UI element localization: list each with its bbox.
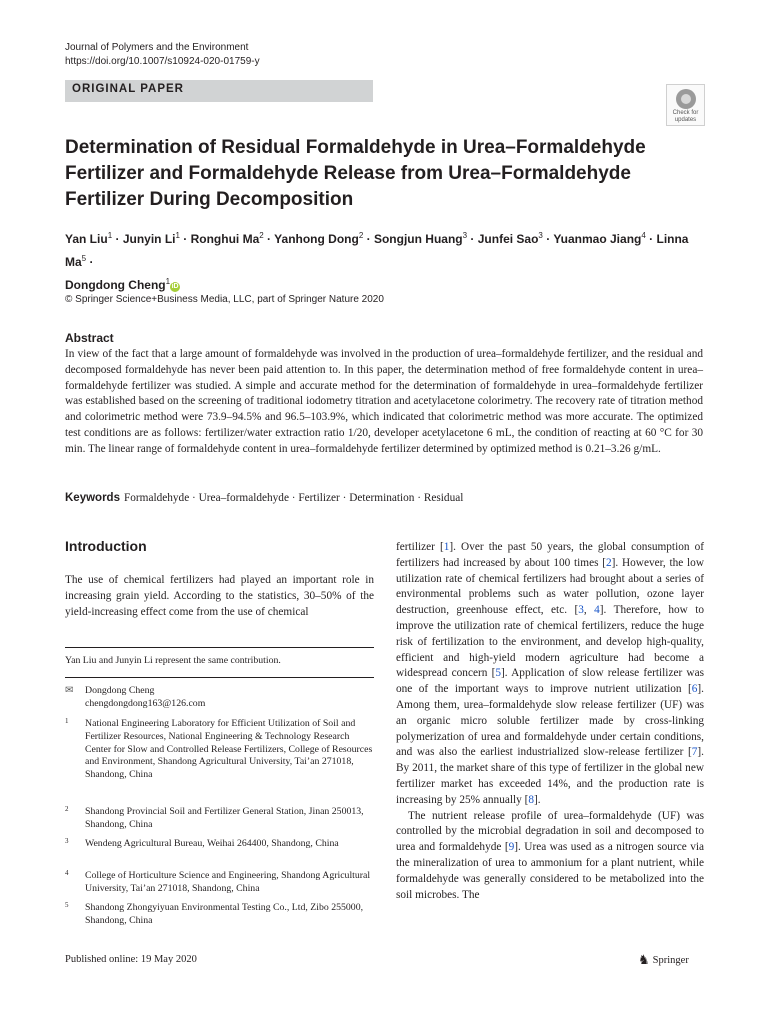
corresponding-author bbox=[65, 684, 205, 710]
affiliation: 3 Wendeng Agricultural Bureau, Weihai 264400, Shandong, China bbox=[65, 837, 339, 849]
keywords-label: Keywords bbox=[65, 492, 120, 504]
publisher-logo[interactable] bbox=[638, 952, 689, 968]
citation-link[interactable]: 3 bbox=[578, 604, 584, 617]
citation-link[interactable]: 5 bbox=[495, 667, 501, 680]
article-type-label: ORIGINAL PAPER bbox=[72, 83, 184, 95]
author[interactable]: Yanhong Dong$^2$ bbox=[274, 231, 364, 246]
citation-link[interactable]: 9 bbox=[508, 841, 515, 854]
citation-link[interactable]: 1 bbox=[443, 541, 450, 553]
keywords bbox=[65, 492, 463, 504]
citation-link[interactable]: 2 bbox=[606, 556, 612, 569]
author[interactable]: Ronghui Ma$^2$ bbox=[190, 231, 264, 246]
author[interactable]: Yan Liu$^1$ bbox=[65, 231, 113, 246]
article-title: Determination of Residual Formaldehyde in Urea–Formaldehyde Fertilizer and Formaldehyde Release from Urea–Formaldehyde Fertilizer During Decomposition bbox=[65, 137, 646, 210]
affiliation: 2 Shandong Provincial Soil and Fertilizer General Station, Jinan 250013, Shandong, China bbox=[65, 805, 364, 830]
citation-link[interactable]: 6 bbox=[691, 683, 698, 696]
author[interactable]: Linna Ma$^5$ bbox=[65, 232, 689, 269]
keywords-list: Formaldehyde · Urea–formaldehyde · Fertilizer · Determination · Residual bbox=[123, 492, 464, 504]
abstract-heading: Abstract bbox=[65, 331, 114, 345]
check-for-updates-button[interactable] bbox=[666, 84, 705, 126]
publisher-name: Springer bbox=[652, 955, 689, 966]
doi-link[interactable]: https://doi.org/10.1007/s10924-020-01759-y bbox=[65, 56, 260, 67]
citation-link[interactable]: 7 bbox=[691, 746, 698, 759]
copyright-notice: © Springer Science+Business Media, LLC, part of Springer Nature 2020 bbox=[65, 294, 384, 305]
author[interactable]: Junfei Sao$^3$ bbox=[477, 231, 543, 246]
envelope-icon: ✉ bbox=[65, 685, 74, 696]
author[interactable]: Dongdong Cheng$^1$ bbox=[65, 277, 171, 292]
check-updates-label: Check for updates bbox=[672, 110, 699, 123]
introduction-left-text: The use of chemical fertilizers had played an important role in increasing grain yield. According to the statistics, 30–50% of the yield-increasing effect come from the use of chemical bbox=[65, 574, 374, 618]
citation-link[interactable]: 8 bbox=[528, 793, 535, 806]
section-heading-introduction: Introduction bbox=[65, 538, 147, 554]
author-list: Yan Liu$^1$ · Junyin $Li^1$ · Ronghui $Ma^2$ · Yanhong Dong$^2$ · Songjun Huang$^3$ · Junfei Sao$^3$ · Yuanmao Jiang$^4$ · Linna $Ma^5$ · Dongdong Cheng$^1$iD bbox=[65, 231, 689, 292]
springer-horse-icon: ♞ bbox=[638, 952, 650, 967]
article-type-banner bbox=[65, 80, 373, 102]
crossmark-icon bbox=[676, 89, 696, 109]
footnote-divider bbox=[65, 677, 374, 678]
footnote-divider bbox=[65, 647, 374, 648]
journal-info bbox=[65, 41, 260, 69]
introduction-right-text bbox=[396, 540, 704, 903]
citation-link[interactable]: 4 bbox=[594, 604, 600, 617]
abstract-text: In view of the fact that a large amount of formaldehyde was involved in the production of urea–formaldehyde fertilizer, and the residual and decomposed formaldehyde has never been paid attention to. In this paper, the determination method of free formaldehyde content in urea–formaldehyde fertilizer was studied. A simple and accurate method for the determination of formaldehyde in urea–formaldehyde fertilizer was established based on the screening of traditional iodometry titration and acetylacetone colorimetry. The recovery rate of titration method and colorimetric method were 73.9–94.5% and 96.5–103.9%, which indicated that colorimetric method was more accurate. The optimized test conditions are as follows: fertilizer/water extraction ratio 1/20, developer acetylacetone 6 mL, the condition of reacting at 60 °C for 30 min. The linear range of formaldehyde content in urea–formaldehyde fertilizer determined by optimized method is 0.21–3.26 g/mL. bbox=[65, 348, 703, 455]
author[interactable]: Songjun Huang$^3$ bbox=[373, 231, 468, 246]
author[interactable]: Yuanmao Jiang$^4$ bbox=[553, 231, 646, 246]
affiliation: 4 College of Horticulture Science and Engineering, Shandong Agricultural University, Tai’an 271018, Shandong, China bbox=[65, 869, 371, 894]
paragraph: fertilizer [1]. Over the past 50 years, the global consumption of fertilizers had increased by about 100 times [2]. However, the low utilization rate of chemical fertilizers had brought about a series of environmental problems such as water pollution, ozone layer destruction, greenhouse effect, etc. [3, 4]. Therefore, how to improve the utilization rate of chemical fertilizers, reduce the huge risk of fertilization to the environment, and develop high-quality, efficient and high-yield modern agriculture had become a widespread concern [5]. Application of slow release fertilizer was one of the important ways to improve nutrient utilization [6]. Among them, urea–formaldehyde slow release fertilizer (UF) was an organic micro soluble fertilizer made by cross-linking polymerization of urea and formaldehyde under certain conditions, and was also the earliest industrialized slow-release fertilizer [7]. By 2011, the market share of this type of fertilizer in the global new fertilizer market has exceeded 14%, and the production rate is increasing by 25% annually [8]. bbox=[396, 541, 705, 806]
affiliation: 1 National Engineering Laboratory for Efficient Utilization of Soil and Fertilizer Resources, National Engineering & Technology Research Center for Slow and Controlled Release Fertilizers, College of Resources and Environment, Shandong Agricultural University, Tai’an 271018, Shandong, China bbox=[65, 717, 373, 781]
corresponding-email[interactable]: chengdongdong163@126.com bbox=[85, 698, 206, 709]
journal-name: Journal of Polymers and the Environment bbox=[65, 42, 249, 53]
published-date: Published online: 19 May 2020 bbox=[65, 954, 197, 965]
contribution-note: Yan Liu and Junyin Li represent the same contribution. bbox=[65, 655, 281, 666]
author[interactable]: Junyin Li$^1$ bbox=[122, 231, 180, 246]
orcid-icon[interactable]: iD bbox=[171, 283, 179, 290]
corresponding-name: Dongdong Cheng bbox=[85, 685, 155, 696]
paragraph: The nutrient release profile of urea–formaldehyde (UF) was controlled by the microbial degradation in soil and decomposed to urea and formaldehyde [9]. Urea was used as a nitrogen source via the mineralization of urea to ammonium for a plant nutrient, while formaldehyde was generally considered to be metabolized into the soil microbes. The bbox=[396, 809, 704, 901]
affiliation: 5 Shandong Zhongyiyuan Environmental Testing Co., Ltd, Zibo 255000, Shandong, China bbox=[65, 901, 364, 926]
